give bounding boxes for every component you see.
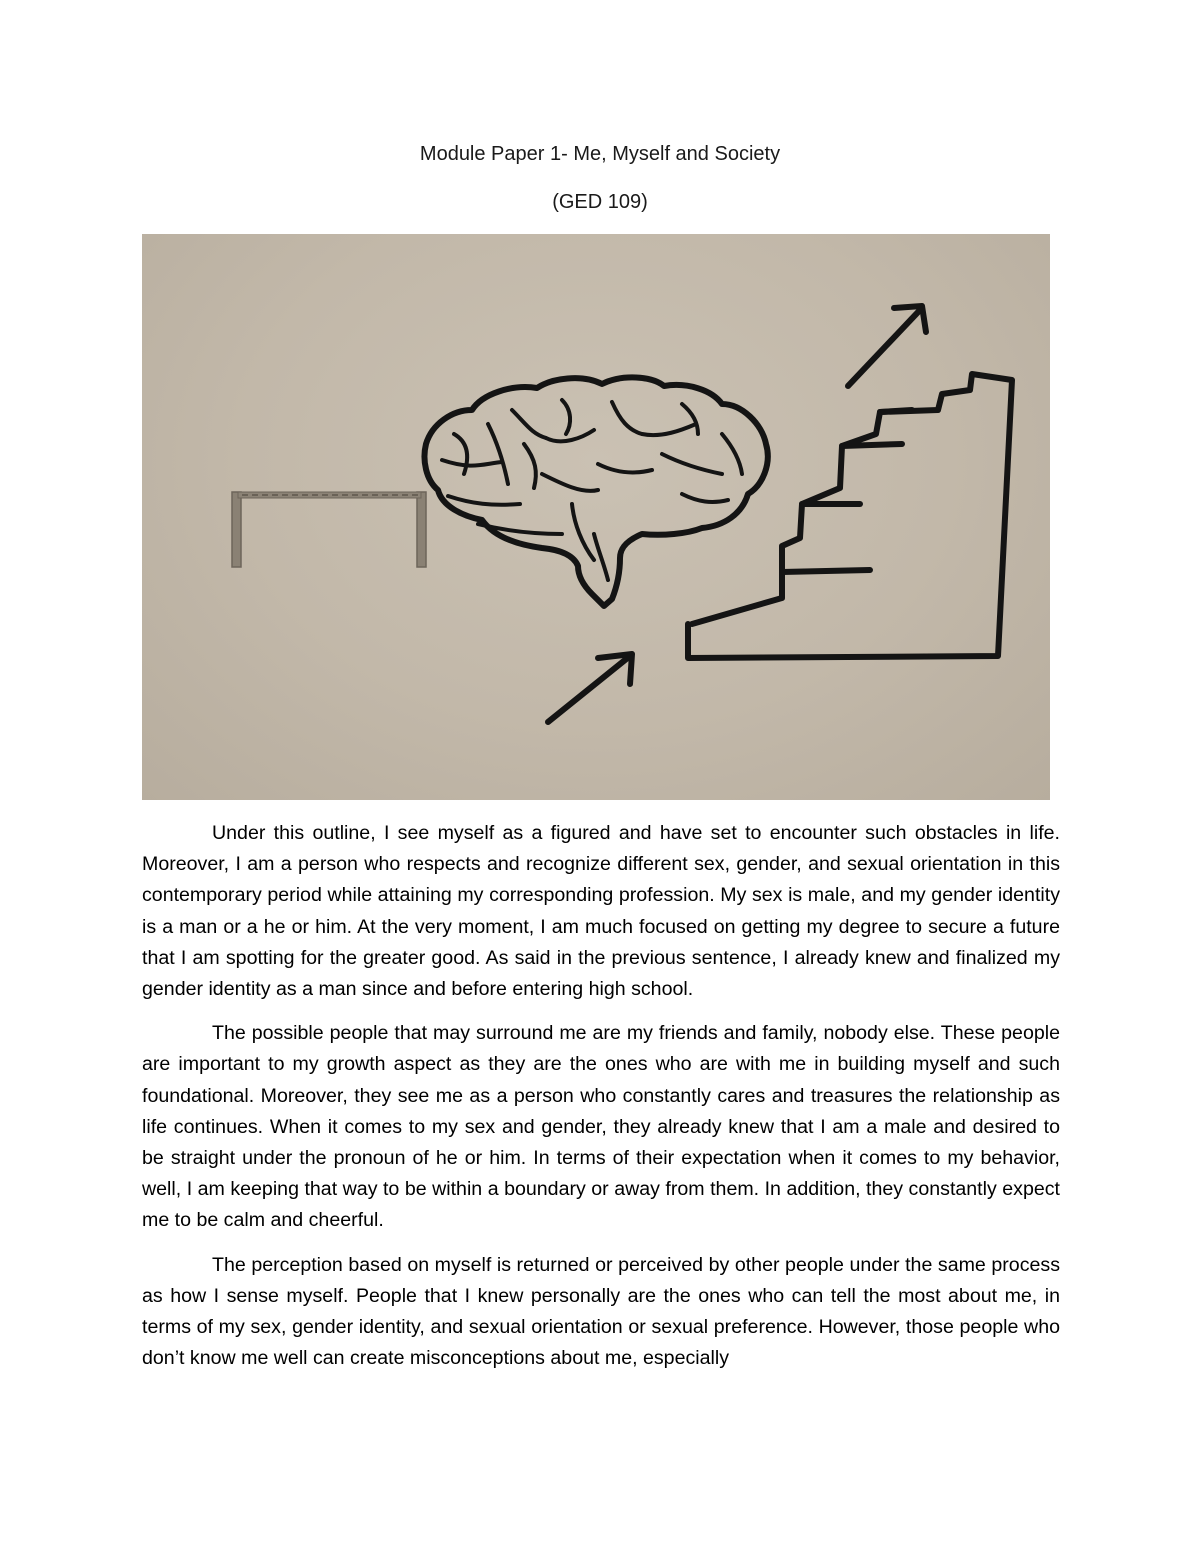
arrow-up-right-icon	[848, 306, 926, 386]
course-code: (GED 109)	[552, 191, 648, 213]
essay-body	[142, 818, 1060, 1387]
illustration-canvas	[142, 234, 1050, 800]
page-title: Module Paper 1- Me, Myself and Society	[419, 143, 781, 165]
hurdle-icon	[232, 492, 426, 567]
brain-icon	[425, 377, 768, 606]
paragraph-2: The possible people that may surround me are my friends and family, nobody else. These people are important to my growth aspect as they are the ones who are with me in building myself and such foundational. Moreover, they see me as a person who constantly cares and treasures the relationship as life continues. When it comes to my sex and gender, they already knew that I am a male and desired to be straight under the pronoun of he or him. In terms of their expectation when it comes to my behavior, well, I am keeping that way to be within a boundary or away from them. In addition, they constantly expect me to be calm and cheerful.	[142, 1022, 1060, 1232]
paragraph-3: The perception based on myself is returned or perceived by other people under the same process as how I sense myself. People that I knew personally are the ones who can tell the most about me, in terms of my sex, gender identity, and sexual orientation or sexual preference. However, those people who don’t know me well can create misconceptions about me, especially	[142, 1253, 1060, 1370]
paragraph-1: Under this outline, I see myself as a figured and have set to encounter such obstacles in life. Moreover, I am a person who respects and recognize different sex, gender, and sexual orientation in this contemporary period while attaining my corresponding profession. My sex is male, and my gender identity is a man or a he or him. At the very moment, I am much focused on getting my degree to secure a future that I am spotting for the greater good. As said in the previous sentence, I already knew and finalized my gender identity as a man since and before entering high school.	[142, 822, 1060, 1001]
illustration-figure	[142, 234, 1050, 800]
arrow-up-right-icon	[548, 654, 632, 722]
